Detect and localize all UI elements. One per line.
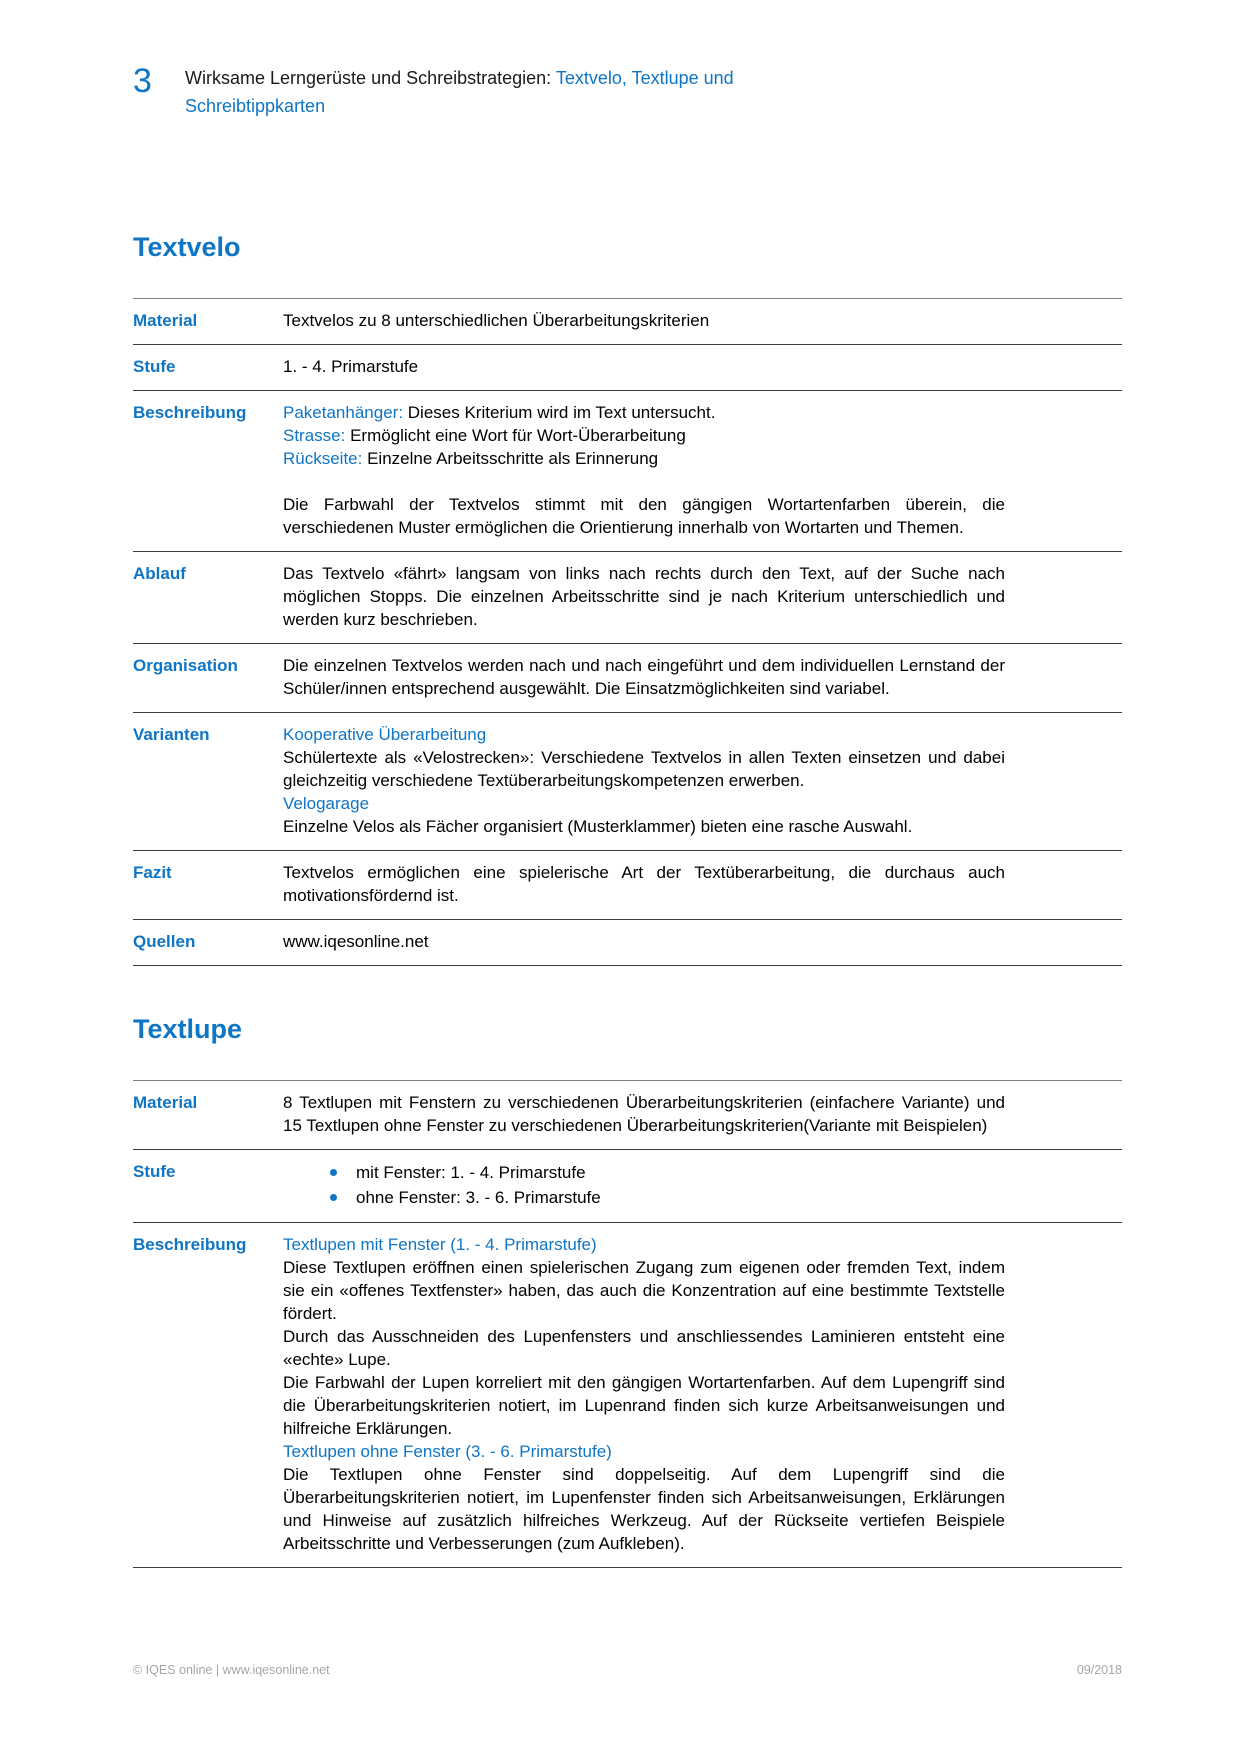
row-label: Stufe bbox=[133, 357, 176, 376]
blank-line bbox=[283, 470, 1005, 493]
chapter-header bbox=[133, 64, 1122, 120]
chapter-title bbox=[185, 64, 835, 120]
inline-subheading: Textlupen ohne Fenster (3. - 6. Primarstufe) bbox=[283, 1442, 612, 1461]
row-label: Organisation bbox=[133, 656, 238, 675]
text-segment: Die Farbwahl der Textvelos stimmt mit den gängigen Wortartenfarben überein, die verschiedenen Muster ermöglichen die Orientierung innerhalb von Wortarten und Themen. bbox=[283, 495, 1005, 537]
row-content bbox=[283, 1091, 1005, 1137]
text-segment: 1. - 4. Primarstufe bbox=[283, 357, 419, 376]
sections-container bbox=[133, 232, 1122, 1568]
table-row-quellen bbox=[133, 920, 1122, 966]
chapter-number: 3 bbox=[133, 62, 152, 100]
text-segment: Einzelne Velos als Fächer organisiert (Musterklammer) bieten eine rasche Auswahl. bbox=[283, 817, 913, 836]
text-segment: Die Farbwahl der Lupen korreliert mit den gängigen Wortartenfarben. Auf dem Lupengriff sind die Überarbeitungskriterien notiert, im Lupenrand finden sich kurze Arbeitsanweisungen und hilfreiche Erklärungen. bbox=[283, 1373, 1005, 1438]
page-footer bbox=[133, 1663, 1122, 1678]
bullet-text: mit Fenster: 1. - 4. Primarstufe bbox=[356, 1163, 586, 1182]
row-label: Material bbox=[133, 1093, 198, 1112]
section-textlupe bbox=[133, 1014, 1122, 1568]
row-content bbox=[283, 562, 1005, 631]
table-row-stufe bbox=[133, 1150, 1122, 1223]
text-segment: Die Textlupen ohne Fenster sind doppelseitig. Auf dem Lupengriff sind die Überarbeitungskriterien notiert, im Lupenfenster finden sich Arbeitsanweisungen, Erklärungen und Hinweise auf zusätzlich hilfreiches Werkzeug. Auf der Rückseite vertiefen Beispiele Arbeitsschritte und Verbesserungen (zum Aufkleben). bbox=[283, 1465, 1005, 1553]
text-segment: Das Textvelo «fährt» langsam von links nach rechts durch den Text, auf der Suche nach möglichen Stopps. Die einzelnen Arbeitsschritte sind je nach Kriterium unterschiedlich und werden kurz beschrieben. bbox=[283, 564, 1005, 629]
paragraph bbox=[283, 562, 1005, 631]
row-content bbox=[283, 723, 1005, 838]
info-table bbox=[133, 1080, 1122, 1568]
row-label: Stufe bbox=[133, 1162, 176, 1181]
row-content bbox=[283, 355, 1005, 378]
inline-subheading: Kooperative Überarbeitung bbox=[283, 725, 487, 744]
paragraph bbox=[283, 792, 1005, 815]
footer-copyright: © IQES online | www.iqesonline.net bbox=[133, 1663, 330, 1677]
text-segment: Textvelos zu 8 unterschiedlichen Überarbeitungskriterien bbox=[283, 311, 710, 330]
text-segment: 8 Textlupen mit Fenstern zu verschiedenen Überarbeitungskriterien (einfachere Variante) und 15 Textlupen ohne Fenster zu verschiedenen Überarbeitungskriterien(Variante mit Beispielen) bbox=[283, 1093, 1005, 1135]
inline-subheading: Textlupen mit Fenster (1. - 4. Primarstufe) bbox=[283, 1235, 597, 1254]
text-segment: Die einzelnen Textvelos werden nach und nach eingeführt und dem individuellen Lernstand der Schüler/innen entsprechend ausgewählt. Die Einsatzmöglichkeiten sind variabel. bbox=[283, 656, 1005, 698]
row-content bbox=[283, 861, 1005, 907]
row-content bbox=[283, 401, 1005, 539]
row-content bbox=[283, 654, 1005, 700]
row-label: Material bbox=[133, 311, 198, 330]
row-content bbox=[283, 930, 1005, 953]
inline-subheading: Rückseite: bbox=[283, 449, 363, 468]
row-label: Ablauf bbox=[133, 564, 186, 583]
paragraph bbox=[283, 1233, 1005, 1256]
text-segment: Schülertexte als «Velostrecken»: Verschiedene Textvelos in allen Texten einsetzen und dabei gleichzeitig verschiedene Textüberarbeitungskompetenzen erwerben. bbox=[283, 748, 1005, 790]
paragraph bbox=[283, 401, 1005, 424]
text-segment: Einzelne Arbeitsschritte als Erinnerung bbox=[362, 449, 659, 468]
paragraph bbox=[283, 815, 1005, 838]
bullet-dot-icon bbox=[330, 1194, 337, 1201]
paragraph bbox=[283, 1371, 1005, 1440]
table-row-varianten bbox=[133, 713, 1122, 851]
row-content bbox=[283, 1233, 1005, 1555]
table-row-fazit bbox=[133, 851, 1122, 920]
info-table bbox=[133, 298, 1122, 966]
paragraph bbox=[283, 861, 1005, 907]
section-title: Textvelo bbox=[133, 232, 241, 262]
paragraph bbox=[283, 1325, 1005, 1371]
paragraph bbox=[283, 654, 1005, 700]
paragraph bbox=[283, 746, 1005, 792]
inline-subheading: Strasse: bbox=[283, 426, 346, 445]
bullet-text: ohne Fenster: 3. - 6. Primarstufe bbox=[356, 1188, 601, 1207]
section-textvelo bbox=[133, 232, 1122, 966]
section-title: Textlupe bbox=[133, 1014, 243, 1044]
text-segment: Diese Textlupen eröffnen einen spielerischen Zugang zum eigenen oder fremden Text, indem sie ein «offenes Textfenster» haben, das auch die Konzentration auf eine bestimmte Textstelle fördert. bbox=[283, 1258, 1005, 1323]
paragraph bbox=[283, 493, 1005, 539]
paragraph bbox=[283, 424, 1005, 447]
paragraph bbox=[283, 355, 1005, 378]
chapter-title-highlight: Textvelo, Textlupe und Schreibtippkarten bbox=[185, 68, 734, 116]
row-content bbox=[283, 309, 1005, 332]
row-label: Fazit bbox=[133, 863, 172, 882]
text-segment: Durch das Ausschneiden des Lupenfensters und anschliessendes Laminieren entsteht eine «echte» Lupe. bbox=[283, 1327, 1005, 1369]
text-segment: Dieses Kriterium wird im Text untersucht. bbox=[403, 403, 716, 422]
row-label: Varianten bbox=[133, 725, 210, 744]
paragraph bbox=[283, 723, 1005, 746]
bullet-dot-icon bbox=[330, 1169, 337, 1176]
table-row-material bbox=[133, 299, 1122, 345]
table-row-beschreibung bbox=[133, 391, 1122, 552]
bullet-list bbox=[283, 1160, 1005, 1210]
table-row-stufe bbox=[133, 345, 1122, 391]
row-content bbox=[283, 1160, 1005, 1210]
inline-subheading: Velogarage bbox=[283, 794, 370, 813]
inline-subheading: Paketanhänger: bbox=[283, 403, 404, 422]
chapter-title-text: Wirksame Lerngerüste und Schreibstrategien: bbox=[185, 68, 556, 88]
paragraph bbox=[283, 1091, 1005, 1137]
bullet-item bbox=[283, 1160, 1005, 1185]
paragraph bbox=[283, 930, 1005, 953]
text-segment: Ermöglicht eine Wort für Wort-Überarbeitung bbox=[345, 426, 686, 445]
table-row-material bbox=[133, 1081, 1122, 1150]
text-segment: www.iqesonline.net bbox=[283, 932, 429, 951]
table-row-ablauf bbox=[133, 552, 1122, 644]
row-label: Beschreibung bbox=[133, 403, 247, 422]
bullet-item bbox=[283, 1185, 1005, 1210]
table-row-organisation bbox=[133, 644, 1122, 713]
paragraph bbox=[283, 1440, 1005, 1463]
paragraph bbox=[283, 447, 1005, 470]
row-label: Quellen bbox=[133, 932, 196, 951]
row-label: Beschreibung bbox=[133, 1235, 247, 1254]
paragraph bbox=[283, 309, 1005, 332]
paragraph bbox=[283, 1256, 1005, 1325]
paragraph bbox=[283, 1463, 1005, 1555]
text-segment: Textvelos ermöglichen eine spielerische Art der Textüberarbeitung, die durchaus auch motivationsfördernd ist. bbox=[283, 863, 1005, 905]
footer-date: 09/2018 bbox=[1076, 1663, 1122, 1677]
table-row-beschreibung bbox=[133, 1223, 1122, 1568]
